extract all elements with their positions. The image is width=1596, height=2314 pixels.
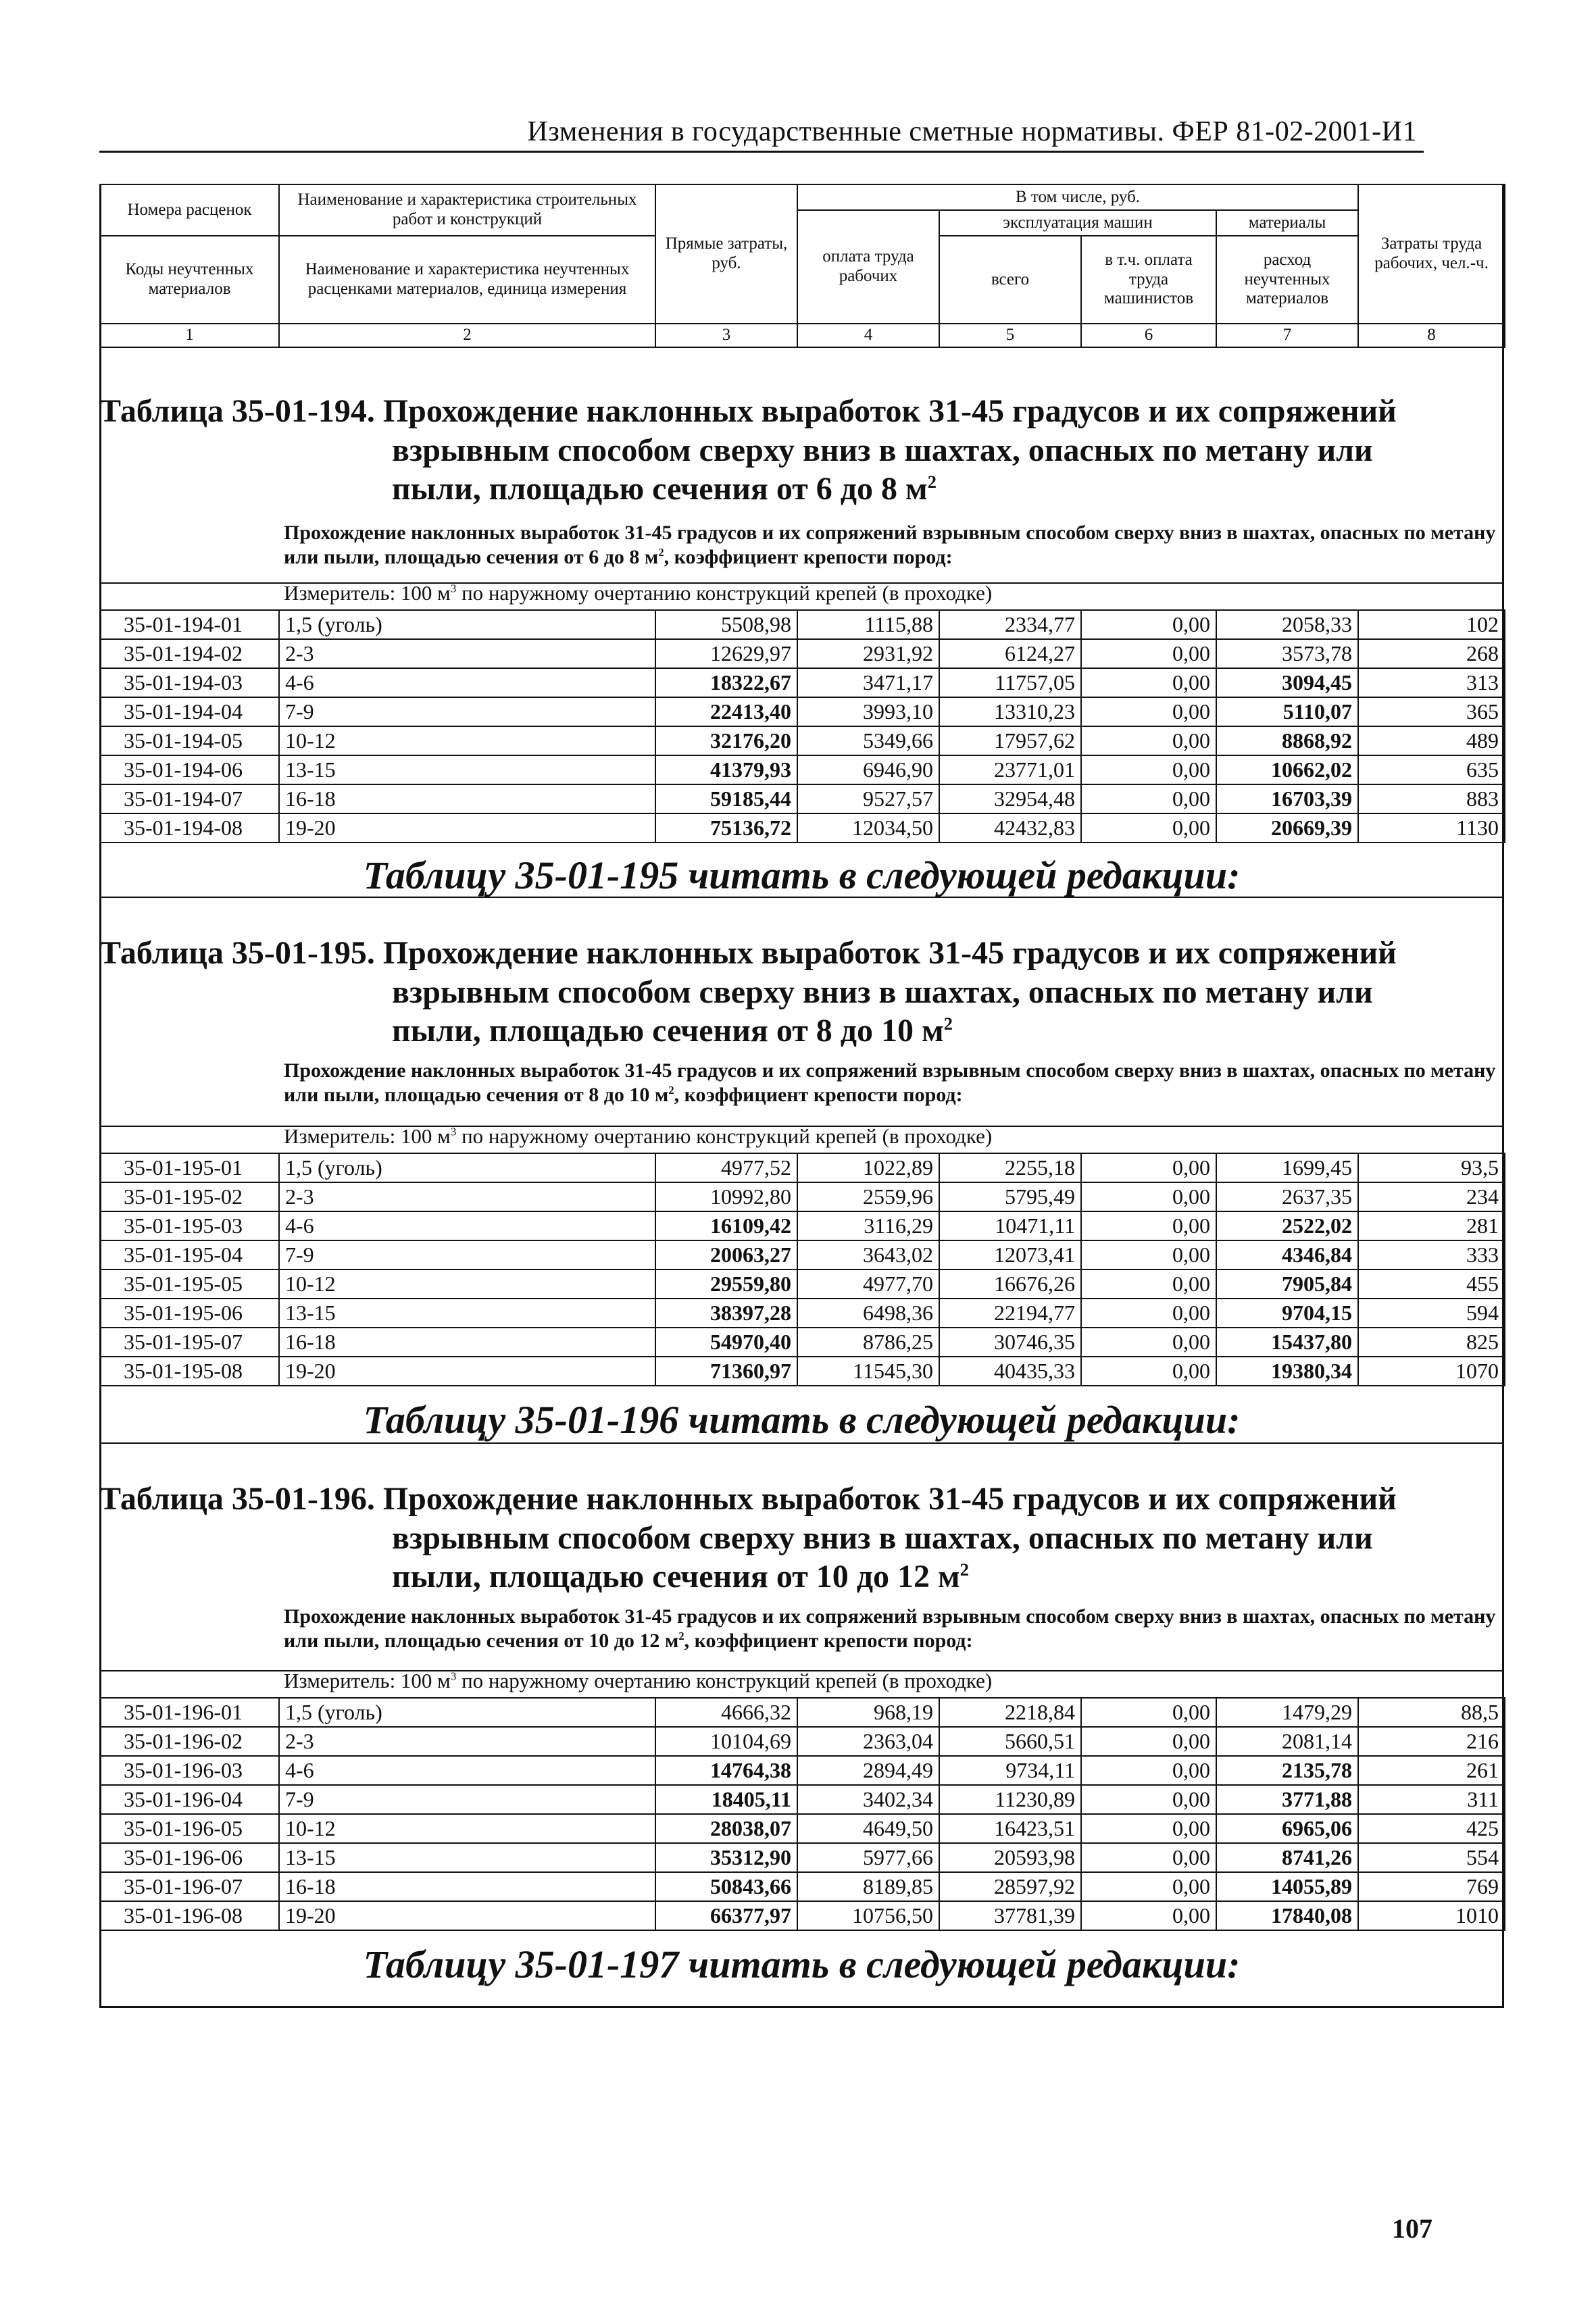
table-cell: 10471,11 bbox=[939, 1211, 1081, 1240]
read-note-195: Таблицу 35-01-195 читать в следующей редакции: bbox=[363, 853, 1241, 897]
table-cell: 1,5 (уголь) bbox=[279, 610, 655, 639]
table-cell: 425 bbox=[1358, 1814, 1505, 1843]
col5-header: всего bbox=[939, 236, 1081, 324]
table-cell: 216 bbox=[1358, 1727, 1505, 1756]
table-cell: 16-18 bbox=[279, 1872, 655, 1901]
table-cell: 4666,32 bbox=[655, 1698, 797, 1727]
table-cell: 455 bbox=[1358, 1269, 1505, 1299]
table-cell: 2135,78 bbox=[1216, 1756, 1358, 1785]
section-196-description bbox=[284, 1605, 1504, 1653]
table-cell: 17840,08 bbox=[1216, 1901, 1358, 1930]
table-row bbox=[100, 668, 1505, 697]
table-cell: 0,00 bbox=[1081, 639, 1216, 668]
table-row bbox=[100, 813, 1505, 842]
table-cell: 20063,27 bbox=[655, 1240, 797, 1269]
table-row bbox=[100, 1299, 1505, 1328]
title-line-1: Таблица 35-01-194. Прохождение наклонных выработок 31-45 градусов и их сопряжений bbox=[99, 393, 1397, 429]
table-row bbox=[100, 755, 1505, 784]
col-num-4: 4 bbox=[797, 324, 939, 347]
table-cell: 1,5 (уголь) bbox=[279, 1698, 655, 1727]
table-row bbox=[100, 1872, 1505, 1901]
table-cell: 10104,69 bbox=[655, 1727, 797, 1756]
desc-text-end: , коэффициент крепости пород: bbox=[684, 1630, 973, 1652]
section-196-measure bbox=[284, 1669, 992, 1693]
title-line-3: пыли, площадью сечения от 8 до 10 м bbox=[392, 1013, 944, 1049]
table-cell: 35-01-194-01 bbox=[100, 610, 279, 639]
table-cell: 968,19 bbox=[797, 1698, 939, 1727]
table-cell: 1070 bbox=[1358, 1357, 1505, 1386]
desc-text: Прохождение наклонных выработок 31-45 градусов и их сопряжений взрывным способом сверху вниз в шахтах, опасных по метану или пыли, площадью сечения от 6 до 8 м bbox=[284, 522, 1496, 568]
table-cell: 883 bbox=[1358, 784, 1505, 813]
col2-top: Наименование и характеристика строительных работ и конструкций bbox=[279, 184, 655, 236]
table-cell: 5795,49 bbox=[939, 1182, 1081, 1211]
table-cell: 3573,78 bbox=[1216, 639, 1358, 668]
table-cell: 0,00 bbox=[1081, 1872, 1216, 1901]
table-row bbox=[100, 1901, 1505, 1930]
machines-header: эксплуатация машин bbox=[939, 210, 1216, 236]
table-cell: 0,00 bbox=[1081, 668, 1216, 697]
table-cell: 1,5 (уголь) bbox=[279, 1153, 655, 1182]
running-header bbox=[99, 110, 1424, 153]
title-line-1: Таблица 35-01-195. Прохождение наклонных выработок 31-45 градусов и их сопряжений bbox=[99, 935, 1397, 971]
section-195-description bbox=[284, 1059, 1504, 1107]
table-cell: 261 bbox=[1358, 1756, 1505, 1785]
table-cell: 2255,18 bbox=[939, 1153, 1081, 1182]
table-row bbox=[100, 610, 1505, 639]
title-line-2: взрывным способом сверху вниз в шахтах, опасных по метану или bbox=[392, 974, 1373, 1010]
table-cell: 18405,11 bbox=[655, 1785, 797, 1814]
table-cell: 2363,04 bbox=[797, 1727, 939, 1756]
desc-superscript: 2 bbox=[678, 1630, 684, 1642]
desc-text-end: , коэффициент крепости пород: bbox=[674, 1084, 963, 1106]
table-row bbox=[100, 1211, 1505, 1240]
table-cell: 489 bbox=[1358, 726, 1505, 755]
table-cell: 10-12 bbox=[279, 1814, 655, 1843]
table-cell: 6965,06 bbox=[1216, 1814, 1358, 1843]
section-195-measure bbox=[284, 1124, 992, 1149]
table-cell: 16-18 bbox=[279, 1328, 655, 1357]
desc-text: Прохождение наклонных выработок 31-45 градусов и их сопряжений взрывным способом сверху вниз в шахтах, опасных по метану или пыли, площадью сечения от 8 до 10 м bbox=[284, 1059, 1496, 1106]
table-cell: 10756,50 bbox=[797, 1901, 939, 1930]
table-cell: 35-01-194-06 bbox=[100, 755, 279, 784]
table-cell: 1699,45 bbox=[1216, 1153, 1358, 1182]
table-cell: 35-01-195-03 bbox=[100, 1211, 279, 1240]
measure-text: Измеритель: 100 м bbox=[284, 581, 451, 605]
title-superscript: 2 bbox=[927, 472, 937, 493]
table-cell: 4649,50 bbox=[797, 1814, 939, 1843]
table-cell: 35-01-194-05 bbox=[100, 726, 279, 755]
col-num-5: 5 bbox=[939, 324, 1081, 347]
table-cell: 35-01-194-08 bbox=[100, 813, 279, 842]
table-cell: 14764,38 bbox=[655, 1756, 797, 1785]
table-cell: 0,00 bbox=[1081, 813, 1216, 842]
col-num-2: 2 bbox=[279, 324, 655, 347]
table-row bbox=[100, 784, 1505, 813]
table-cell: 9527,57 bbox=[797, 784, 939, 813]
table-cell: 13310,23 bbox=[939, 697, 1081, 726]
table-cell: 9734,11 bbox=[939, 1756, 1081, 1785]
table-cell: 2637,35 bbox=[1216, 1182, 1358, 1211]
col-num-3: 3 bbox=[655, 324, 797, 347]
table-cell: 11230,89 bbox=[939, 1785, 1081, 1814]
table-cell: 5349,66 bbox=[797, 726, 939, 755]
title-line-1: Таблица 35-01-196. Прохождение наклонных выработок 31-45 градусов и их сопряжений bbox=[99, 1481, 1397, 1517]
table-cell: 0,00 bbox=[1081, 1299, 1216, 1328]
table-cell: 554 bbox=[1358, 1843, 1505, 1872]
measure-text-end: по наружному очертанию конструкций крепей (в проходке) bbox=[456, 1124, 993, 1148]
column-header-table bbox=[99, 184, 1505, 348]
table-row bbox=[100, 726, 1505, 755]
table-cell: 22413,40 bbox=[655, 697, 797, 726]
table-cell: 6498,36 bbox=[797, 1299, 939, 1328]
desc-text-end: , коэффициент крепости пород: bbox=[664, 546, 953, 568]
table-row bbox=[100, 639, 1505, 668]
table-cell: 18322,67 bbox=[655, 668, 797, 697]
table-cell: 0,00 bbox=[1081, 1843, 1216, 1872]
section-195-note-rule bbox=[99, 1442, 1504, 1444]
table-cell: 0,00 bbox=[1081, 1785, 1216, 1814]
table-cell: 20669,39 bbox=[1216, 813, 1358, 842]
table-cell: 5110,07 bbox=[1216, 697, 1358, 726]
col3-header: Прямые затраты, руб. bbox=[655, 184, 797, 324]
table-cell: 12629,97 bbox=[655, 639, 797, 668]
table-cell: 41379,93 bbox=[655, 755, 797, 784]
table-cell: 13-15 bbox=[279, 755, 655, 784]
table-cell: 10662,02 bbox=[1216, 755, 1358, 784]
table-cell: 8189,85 bbox=[797, 1872, 939, 1901]
table-cell: 75136,72 bbox=[655, 813, 797, 842]
col-num-6: 6 bbox=[1081, 324, 1216, 347]
table-cell: 28038,07 bbox=[655, 1814, 797, 1843]
col2-bottom: Наименование и характеристика неучтенных расценками материалов, единица измерения bbox=[279, 236, 655, 324]
table-row bbox=[100, 1328, 1505, 1357]
table-cell: 29559,80 bbox=[655, 1269, 797, 1299]
read-note-197: Таблицу 35-01-197 читать в следующей редакции: bbox=[363, 1942, 1241, 1986]
table-row bbox=[100, 1698, 1505, 1727]
title-line-3: пыли, площадью сечения от 10 до 12 м bbox=[392, 1559, 960, 1595]
table-cell: 35-01-195-01 bbox=[100, 1153, 279, 1182]
table-row bbox=[100, 1814, 1505, 1843]
col1-top: Номера расценок bbox=[100, 184, 279, 236]
table-cell: 2058,33 bbox=[1216, 610, 1358, 639]
table-row bbox=[100, 1785, 1505, 1814]
col6-header: в т.ч. оплата труда машинистов bbox=[1081, 236, 1216, 324]
table-cell: 22194,77 bbox=[939, 1299, 1081, 1328]
table-cell: 10992,80 bbox=[655, 1182, 797, 1211]
col-num-1: 1 bbox=[100, 324, 279, 347]
table-cell: 35-01-194-07 bbox=[100, 784, 279, 813]
table-cell: 268 bbox=[1358, 639, 1505, 668]
table-cell: 0,00 bbox=[1081, 1698, 1216, 1727]
table-cell: 11545,30 bbox=[797, 1357, 939, 1386]
table-cell: 1115,88 bbox=[797, 610, 939, 639]
running-header-title: Изменения в государственные сметные нормативы. ФЕР 81-02-2001-И1 bbox=[527, 116, 1417, 147]
col8-header: Затраты труда рабочих, чел.-ч. bbox=[1358, 184, 1505, 324]
table-cell: 35-01-194-03 bbox=[100, 668, 279, 697]
table-cell: 365 bbox=[1358, 697, 1505, 726]
table-cell: 50843,66 bbox=[655, 1872, 797, 1901]
table-cell: 0,00 bbox=[1081, 1328, 1216, 1357]
table-cell: 2-3 bbox=[279, 639, 655, 668]
table-cell: 9704,15 bbox=[1216, 1299, 1358, 1328]
measure-superscript: 3 bbox=[450, 582, 457, 595]
table-row bbox=[100, 1182, 1505, 1211]
table-cell: 0,00 bbox=[1081, 1901, 1216, 1930]
table-cell: 333 bbox=[1358, 1240, 1505, 1269]
materials-header: материалы bbox=[1216, 210, 1358, 236]
table-cell: 32954,48 bbox=[939, 784, 1081, 813]
section-195-table bbox=[99, 1153, 1505, 1386]
table-cell: 0,00 bbox=[1081, 1814, 1216, 1843]
measure-superscript: 3 bbox=[450, 1669, 457, 1683]
table-cell: 35-01-195-08 bbox=[100, 1357, 279, 1386]
table-cell: 0,00 bbox=[1081, 1756, 1216, 1785]
col7-header: расход неучтенных материалов bbox=[1216, 236, 1358, 324]
table-cell: 35-01-196-04 bbox=[100, 1785, 279, 1814]
table-cell: 54970,40 bbox=[655, 1328, 797, 1357]
table-cell: 35-01-195-02 bbox=[100, 1182, 279, 1211]
title-superscript: 2 bbox=[959, 1559, 969, 1580]
table-cell: 5660,51 bbox=[939, 1727, 1081, 1756]
table-cell: 0,00 bbox=[1081, 1269, 1216, 1299]
title-line-2: взрывным способом сверху вниз в шахтах, опасных по метану или bbox=[392, 1519, 1373, 1556]
table-cell: 28597,92 bbox=[939, 1872, 1081, 1901]
table-cell: 1130 bbox=[1358, 813, 1505, 842]
section-196-table bbox=[99, 1697, 1505, 1931]
table-cell: 5977,66 bbox=[797, 1843, 939, 1872]
table-row bbox=[100, 697, 1505, 726]
table-cell: 15437,80 bbox=[1216, 1328, 1358, 1357]
table-cell: 1479,29 bbox=[1216, 1698, 1358, 1727]
table-cell: 4977,52 bbox=[655, 1153, 797, 1182]
table-cell: 4977,70 bbox=[797, 1269, 939, 1299]
table-cell: 2334,77 bbox=[939, 610, 1081, 639]
table-cell: 19380,34 bbox=[1216, 1357, 1358, 1386]
table-cell: 2-3 bbox=[279, 1182, 655, 1211]
table-cell: 35-01-195-04 bbox=[100, 1240, 279, 1269]
table-cell: 0,00 bbox=[1081, 1153, 1216, 1182]
section-194-title bbox=[99, 392, 1504, 509]
table-cell: 19-20 bbox=[279, 1901, 655, 1930]
table-cell: 0,00 bbox=[1081, 1211, 1216, 1240]
table-row bbox=[100, 1756, 1505, 1785]
table-cell: 32176,20 bbox=[655, 726, 797, 755]
measure-text: Измеритель: 100 м bbox=[284, 1124, 451, 1148]
table-cell: 2-3 bbox=[279, 1727, 655, 1756]
table-cell: 3771,88 bbox=[1216, 1785, 1358, 1814]
read-note-196: Таблицу 35-01-196 читать в следующей редакции: bbox=[363, 1398, 1241, 1442]
table-cell: 10-12 bbox=[279, 1269, 655, 1299]
title-line-2: взрывным способом сверху вниз в шахтах, опасных по метану или bbox=[392, 432, 1373, 468]
table-cell: 3116,29 bbox=[797, 1211, 939, 1240]
table-cell: 2931,92 bbox=[797, 639, 939, 668]
table-row bbox=[100, 1843, 1505, 1872]
measure-text: Измеритель: 100 м bbox=[284, 1669, 451, 1692]
table-cell: 16423,51 bbox=[939, 1814, 1081, 1843]
table-cell: 17957,62 bbox=[939, 726, 1081, 755]
section-195-title bbox=[99, 934, 1504, 1051]
table-cell: 7905,84 bbox=[1216, 1269, 1358, 1299]
table-cell: 2522,02 bbox=[1216, 1211, 1358, 1240]
desc-superscript: 2 bbox=[668, 1084, 674, 1097]
table-cell: 40435,33 bbox=[939, 1357, 1081, 1386]
title-line-3: пыли, площадью сечения от 6 до 8 м bbox=[392, 471, 928, 507]
table-cell: 0,00 bbox=[1081, 784, 1216, 813]
table-cell: 0,00 bbox=[1081, 697, 1216, 726]
table-cell: 825 bbox=[1358, 1328, 1505, 1357]
measure-text-end: по наружному очертанию конструкций крепей (в проходке) bbox=[456, 1669, 993, 1692]
table-cell: 37781,39 bbox=[939, 1901, 1081, 1930]
desc-text: Прохождение наклонных выработок 31-45 градусов и их сопряжений взрывным способом сверху вниз в шахтах, опасных по метану или пыли, площадью сечения от 10 до 12 м bbox=[284, 1605, 1496, 1652]
table-cell: 16-18 bbox=[279, 784, 655, 813]
table-cell: 6946,90 bbox=[797, 755, 939, 784]
table-cell: 8741,26 bbox=[1216, 1843, 1358, 1872]
table-cell: 11757,05 bbox=[939, 668, 1081, 697]
table-cell: 10-12 bbox=[279, 726, 655, 755]
table-cell: 35-01-194-04 bbox=[100, 697, 279, 726]
table-cell: 6124,27 bbox=[939, 639, 1081, 668]
table-cell: 2894,49 bbox=[797, 1756, 939, 1785]
col-num-8: 8 bbox=[1358, 324, 1505, 347]
table-cell: 38397,28 bbox=[655, 1299, 797, 1328]
table-cell: 8868,92 bbox=[1216, 726, 1358, 755]
table-cell: 313 bbox=[1358, 668, 1505, 697]
title-superscript: 2 bbox=[943, 1013, 953, 1034]
section-194-measure bbox=[284, 581, 992, 605]
table-cell: 7-9 bbox=[279, 697, 655, 726]
table-cell: 93,5 bbox=[1358, 1153, 1505, 1182]
table-cell: 0,00 bbox=[1081, 1727, 1216, 1756]
table-cell: 1022,89 bbox=[797, 1153, 939, 1182]
table-cell: 19-20 bbox=[279, 1357, 655, 1386]
table-cell: 35-01-196-06 bbox=[100, 1843, 279, 1872]
table-cell: 35-01-196-01 bbox=[100, 1698, 279, 1727]
table-cell: 769 bbox=[1358, 1872, 1505, 1901]
table-cell: 281 bbox=[1358, 1211, 1505, 1240]
section-194-table bbox=[99, 609, 1505, 843]
table-cell: 234 bbox=[1358, 1182, 1505, 1211]
table-cell: 2081,14 bbox=[1216, 1727, 1358, 1756]
table-cell: 23771,01 bbox=[939, 755, 1081, 784]
table-cell: 311 bbox=[1358, 1785, 1505, 1814]
table-cell: 8786,25 bbox=[797, 1328, 939, 1357]
table-cell: 14055,89 bbox=[1216, 1872, 1358, 1901]
table-cell: 7-9 bbox=[279, 1785, 655, 1814]
table-cell: 59185,44 bbox=[655, 784, 797, 813]
col-num-7: 7 bbox=[1216, 324, 1358, 347]
table-cell: 4-6 bbox=[279, 1211, 655, 1240]
table-cell: 35-01-196-03 bbox=[100, 1756, 279, 1785]
table-cell: 3402,34 bbox=[797, 1785, 939, 1814]
table-row bbox=[100, 1727, 1505, 1756]
table-cell: 12034,50 bbox=[797, 813, 939, 842]
table-cell: 5508,98 bbox=[655, 610, 797, 639]
table-cell: 16676,26 bbox=[939, 1269, 1081, 1299]
table-cell: 12073,41 bbox=[939, 1240, 1081, 1269]
table-cell: 0,00 bbox=[1081, 610, 1216, 639]
table-cell: 30746,35 bbox=[939, 1328, 1081, 1357]
table-cell: 4-6 bbox=[279, 1756, 655, 1785]
table-cell: 2559,96 bbox=[797, 1182, 939, 1211]
table-cell: 1010 bbox=[1358, 1901, 1505, 1930]
table-cell: 35312,90 bbox=[655, 1843, 797, 1872]
table-cell: 35-01-196-08 bbox=[100, 1901, 279, 1930]
table-cell: 66377,97 bbox=[655, 1901, 797, 1930]
table-cell: 35-01-195-06 bbox=[100, 1299, 279, 1328]
table-cell: 4346,84 bbox=[1216, 1240, 1358, 1269]
section-194-description bbox=[284, 521, 1504, 570]
table-cell: 20593,98 bbox=[939, 1843, 1081, 1872]
table-cell: 3471,17 bbox=[797, 668, 939, 697]
table-cell: 35-01-196-02 bbox=[100, 1727, 279, 1756]
table-cell: 16109,42 bbox=[655, 1211, 797, 1240]
table-cell: 0,00 bbox=[1081, 1240, 1216, 1269]
table-cell: 35-01-196-05 bbox=[100, 1814, 279, 1843]
table-cell: 19-20 bbox=[279, 813, 655, 842]
table-row bbox=[100, 1357, 1505, 1386]
incl-header: В том числе, руб. bbox=[797, 184, 1358, 210]
measure-superscript: 3 bbox=[450, 1125, 457, 1138]
table-cell: 3094,45 bbox=[1216, 668, 1358, 697]
table-cell: 102 bbox=[1358, 610, 1505, 639]
table-cell: 4-6 bbox=[279, 668, 655, 697]
desc-superscript: 2 bbox=[658, 546, 664, 559]
table-cell: 594 bbox=[1358, 1299, 1505, 1328]
table-cell: 3643,02 bbox=[797, 1240, 939, 1269]
section-196-title bbox=[99, 1480, 1504, 1596]
table-cell: 71360,97 bbox=[655, 1357, 797, 1386]
table-cell: 13-15 bbox=[279, 1843, 655, 1872]
measure-text-end: по наружному очертанию конструкций крепей (в проходке) bbox=[456, 581, 993, 605]
col1-bottom: Коды неучтенных материалов bbox=[100, 236, 279, 324]
table-row bbox=[100, 1269, 1505, 1299]
table-cell: 635 bbox=[1358, 755, 1505, 784]
table-cell: 0,00 bbox=[1081, 726, 1216, 755]
table-cell: 2218,84 bbox=[939, 1698, 1081, 1727]
table-cell: 7-9 bbox=[279, 1240, 655, 1269]
table-cell: 42432,83 bbox=[939, 813, 1081, 842]
page-number: 107 bbox=[1392, 2213, 1432, 2244]
table-cell: 35-01-195-07 bbox=[100, 1328, 279, 1357]
table-cell: 35-01-196-07 bbox=[100, 1872, 279, 1901]
table-cell: 35-01-195-05 bbox=[100, 1269, 279, 1299]
table-cell: 13-15 bbox=[279, 1299, 655, 1328]
table-cell: 0,00 bbox=[1081, 1182, 1216, 1211]
table-cell: 16703,39 bbox=[1216, 784, 1358, 813]
table-row bbox=[100, 1153, 1505, 1182]
table-cell: 0,00 bbox=[1081, 755, 1216, 784]
col4-header: оплата труда рабочих bbox=[797, 210, 939, 324]
table-row bbox=[100, 1240, 1505, 1269]
table-cell: 3993,10 bbox=[797, 697, 939, 726]
table-cell: 88,5 bbox=[1358, 1698, 1505, 1727]
table-cell: 0,00 bbox=[1081, 1357, 1216, 1386]
table-cell: 35-01-194-02 bbox=[100, 639, 279, 668]
